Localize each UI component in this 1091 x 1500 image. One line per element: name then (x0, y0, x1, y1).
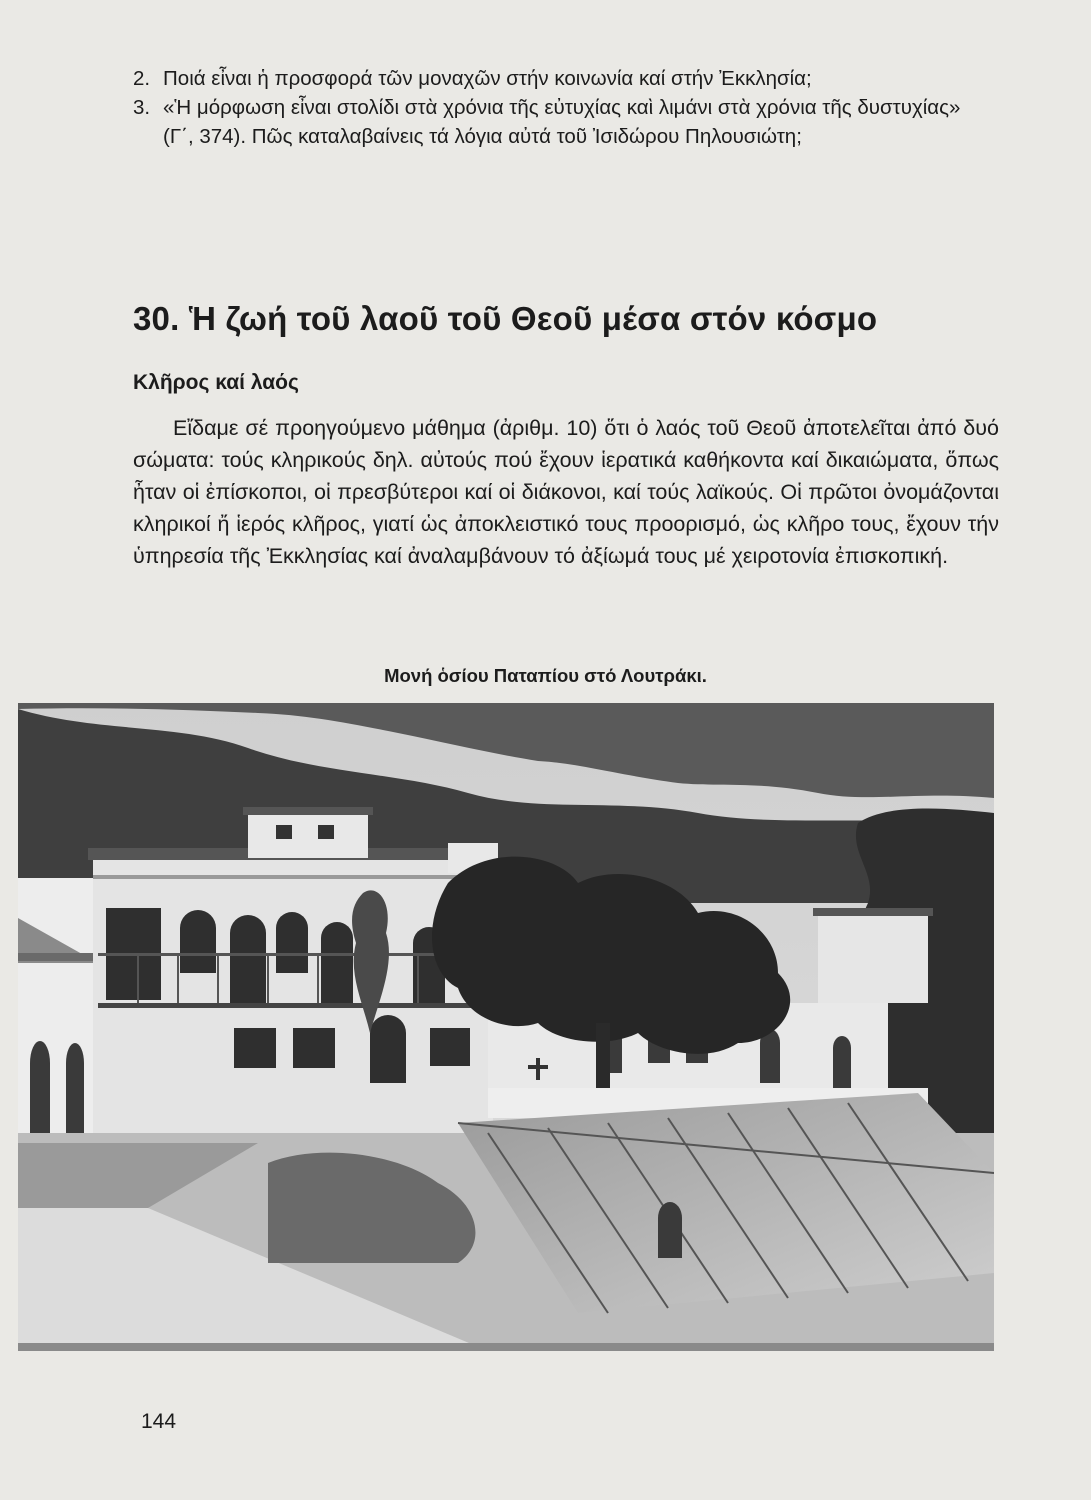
question-text: «Ἡ μόρφωση εἶναι στολίδι στὰ χρόνια τῆς εὐτυχίας καὶ λιμάνι στὰ χρόνια τῆς δυστυχίας» (Γ΄, 374). Πῶς καταλαβαίνεις τά λόγια αὐτά τοῦ Ἰσιδώρου Πηλουσιώτη; (163, 96, 961, 148)
photo-caption: Μονή ὁσίου Παταπίου στό Λουτράκι. (384, 665, 707, 686)
subheading: Κλῆρος καί λαός (133, 371, 299, 394)
question-number: 2. (133, 67, 151, 90)
question-text: Ποιά εἶναι ἡ προσφορά τῶν μοναχῶν στήν κοινωνία καί στήν Ἐκκλησία; (163, 67, 812, 90)
review-questions (133, 64, 993, 151)
body-paragraph: Εἴδαμε σέ προηγούμενο μάθημα (ἀριθμ. 10) ὅτι ὁ λαός τοῦ Θεοῦ ἀποτελεῖται ἀπό δυό σώματα: τούς κληρικούς δηλ. αὐτούς πού ἔχουν ἱερατικά καθήκοντα καί δικαιώματα, ὅπως ἦταν οἱ ἐπίσκοποι, οἱ πρεσβύτεροι καί οἱ διάκονοι, καί τούς λαϊκούς. Οἱ πρῶτοι ὀνομάζονται κληρικοί ἤ ἱερός κλῆρος, γιατί ὡς ἀποκλειστικό τους προορισμό, ὡς κλῆρο τους, ἔχουν τήν ὑπηρεσία τῆς Ἐκκλησίας καί ἀναλαμβάνουν τό ἀξίωμά τους μέ χειροτονία ἐπισκοπική. (133, 416, 999, 568)
question-number: 3. (133, 96, 151, 119)
question-item (133, 93, 993, 151)
page-number: 144 (141, 1410, 177, 1433)
question-item (133, 64, 993, 93)
section-title: 30. Ἡ ζωή τοῦ λαοῦ τοῦ Θεοῦ μέσα στόν κόσμο (133, 300, 878, 337)
monastery-photo (18, 703, 994, 1351)
